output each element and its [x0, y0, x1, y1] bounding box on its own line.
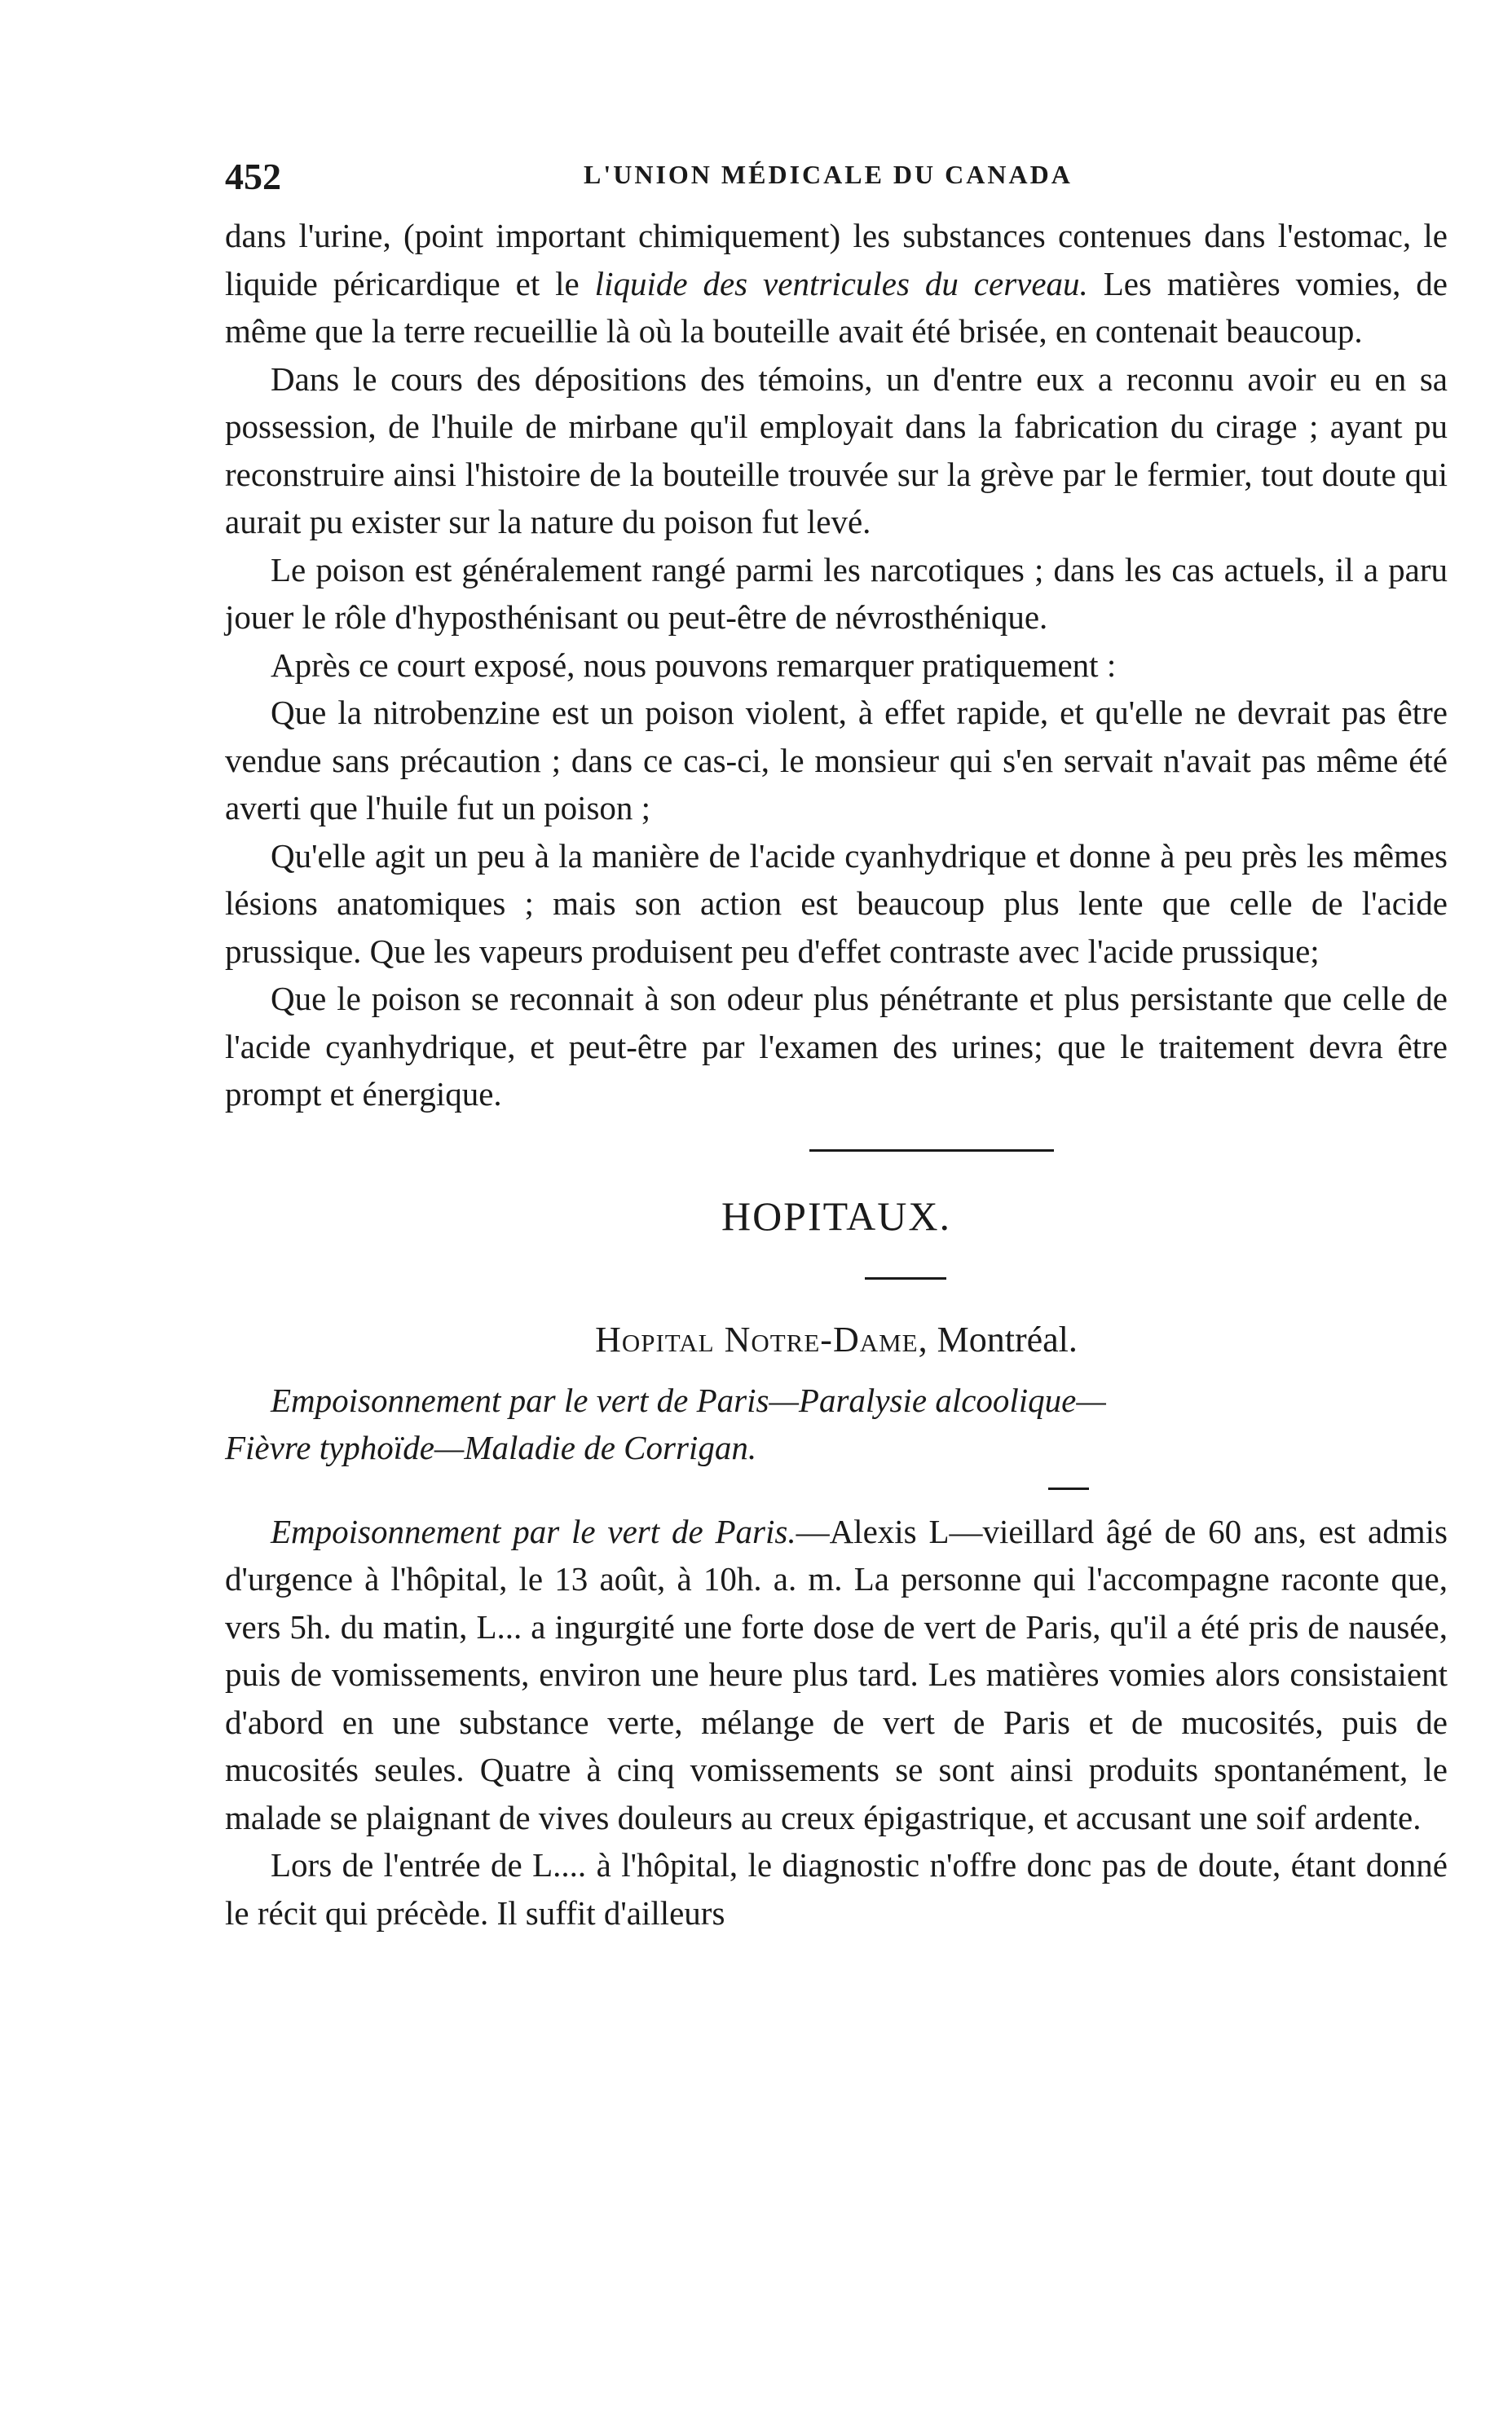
hospital-city: Montréal. — [937, 1319, 1078, 1360]
section-title: HOPITAUX. — [721, 1192, 952, 1239]
case-paragraph-1-text: —Alexis L—vieillard âgé de 60 ans, est admis d'urgence à l'hôpital, le 13 août, à 10h. a. m. La personne qui l'accompagne raconte que, vers 5h. du matin, L... a ingurgité une forte dose de vert de Paris, qu'il a été pris de nausée, puis de vomissements, environ une heure plus tard. Les matières vomies alors consistaient d'abord en une substance verte, mélange de vert de Paris et de mucosités, puis de mucosités seules. Quatre à cinq vomissements se sont ainsi produits spontanément, le malade se plaignant de vives douleurs au creux épigastrique, et accusant une soif ardente. — [225, 1512, 1448, 1836]
case-heading: Empoisonnement par le vert de Paris. — [271, 1512, 796, 1550]
hospital-name: Hopital Notre-Dame, — [595, 1319, 928, 1360]
paragraph-7: Que le poison se reconnait à son odeur plus pénétrante et plus persistante que celle de l'acide cyanhydrique, et peut-être par l'examen des urines; que le traitement devra être prompt et énergique. — [225, 980, 1448, 1113]
subtitle-line-2: Fièvre typhoïde—Maladie de Corrigan. — [225, 1428, 757, 1466]
case-report — [225, 1508, 1448, 1937]
paragraph-1 — [225, 212, 1448, 355]
article-body — [225, 212, 1448, 1118]
subtitle-line-1: Empoisonnement par le vert de Paris—Paralysie alcoolique— — [271, 1381, 1106, 1419]
case-paragraph-1 — [225, 1508, 1448, 1842]
paragraph-4: Après ce court exposé, nous pouvons remarquer pratiquement : — [271, 646, 1117, 684]
page-header — [225, 155, 1448, 212]
case-paragraph-2: Lors de l'entrée de L.... à l'hôpital, le diagnostic n'offre donc pas de doute, étant donné le récit qui précède. Il suffit d'ailleurs — [225, 1846, 1448, 1932]
running-head: L'UNION MÉDICALE DU CANADA — [584, 160, 1073, 189]
paragraph-1-tail: Les matières vomies, de même que la terre recueillie là où la bouteille avait été brisée, en contenait beaucoup. — [225, 264, 1448, 350]
paragraph-1-text: dans l'urine, (point important chimiquement) les substances contenues dans l'estomac, le liquide péricardique et le — [225, 217, 1448, 302]
paragraph-3: Le poison est généralement rangé parmi les narcotiques ; dans les cas actuels, il a paru jouer le rôle d'hyposthénisant ou peut-être de névrosthénique. — [225, 550, 1448, 636]
paragraph-1-italic: liquide des ventricules du cerveau. — [594, 264, 1088, 302]
paragraph-5: Que la nitrobenzine est un poison violent, à effet rapide, et qu'elle ne devrait pas être vendue sans précaution ; dans ce cas-ci, le monsieur qui s'en servait n'avait pas même été averti que l'huile fut un poison ; — [225, 694, 1448, 826]
paragraph-6: Qu'elle agit un peu à la manière de l'acide cyanhydrique et donne à peu près les mêmes lésions anatomiques ; mais son action est beaucoup plus lente que celle de l'acide prussique. Que les vapeurs produisent peu d'effet contraste avec l'acide prussique; — [225, 836, 1448, 970]
hospital-heading — [225, 1319, 1448, 1360]
case-list-subtitle — [225, 1377, 1448, 1471]
page-number: 452 — [225, 156, 281, 197]
title-divider — [865, 1277, 946, 1280]
subtitle-divider — [1048, 1488, 1089, 1490]
section-divider — [809, 1149, 1054, 1152]
paragraph-2: Dans le cours des dépositions des témoins, un d'entre eux a reconnu avoir eu en sa possession, de l'huile de mirbane qu'il employait dans la fabrication du cirage ; ayant pu reconstruire ainsi l'histoire de la bouteille trouvée sur la grève par le fermier, tout doute qui aurait pu exister sur la nature du poison fut levé. — [225, 359, 1448, 540]
